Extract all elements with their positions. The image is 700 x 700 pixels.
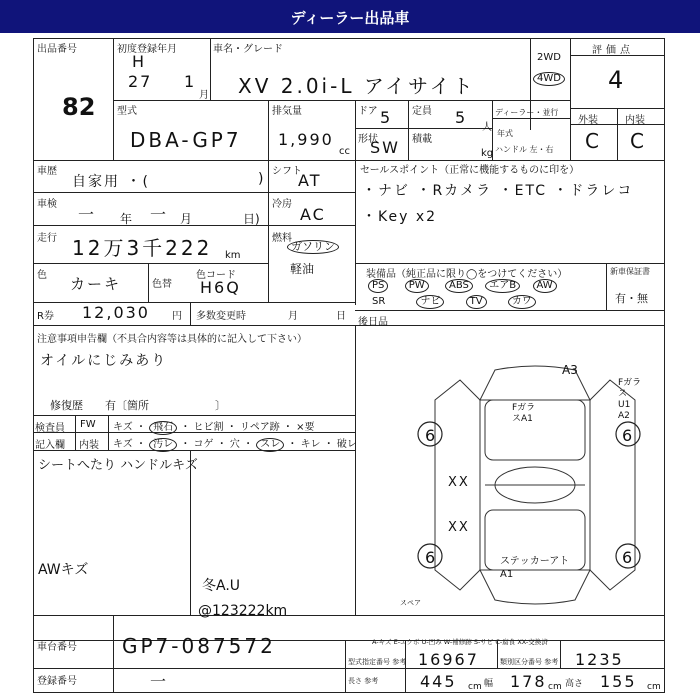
repair-history: 修復歴 有〔箇所 〕 <box>50 399 226 412</box>
inspection-year-dash: 一 <box>78 205 97 224</box>
insp-int-rub: スレ <box>256 438 284 452</box>
grade-ext-label: 外装 <box>578 115 598 126</box>
doors-value: 5 <box>380 108 393 127</box>
doors-label: ドア <box>358 106 378 117</box>
lot-label: 出品番号 <box>37 44 77 55</box>
plate-label: 登録番号 <box>37 676 77 687</box>
sales-line-1: ・ナビ ・Rカメラ ・ETC ・ドラレコ <box>362 183 634 199</box>
diagram-tire-rr: 6 <box>622 548 635 567</box>
drive-4wd-mark: 4WD <box>533 72 565 86</box>
spec-type-label: 型式指定番号 参考 <box>348 658 407 666</box>
equip-pw: PW <box>405 279 429 293</box>
new-car-warranty-label: 新車保証書 <box>610 267 650 276</box>
diagram-label-right-side: Fガラス U1 A2 <box>618 378 642 421</box>
insp-int-tear: 破レ <box>336 439 357 450</box>
diagram-label-spare: スペア <box>400 599 421 607</box>
spec-height-label: 高さ <box>565 679 584 689</box>
color-value: カーキ <box>70 275 122 293</box>
shape-label: 形状 <box>358 134 378 145</box>
remarks-line-3: 冬A.U <box>202 578 241 594</box>
spec-length-label: 長さ 参考 <box>348 677 379 685</box>
multi-change-month: 月 <box>288 311 298 322</box>
grade-ext: C <box>585 129 602 153</box>
registration-month-unit: 月 <box>199 90 209 101</box>
chassis-value: GP7-087572 <box>122 634 276 658</box>
equipment-label: 装備品（純正品に限り◯をつけてください） <box>366 269 568 280</box>
shift-value: AT <box>298 171 322 190</box>
spec-length-unit: cm <box>468 682 482 692</box>
diagram-tire-rl: 6 <box>425 548 438 567</box>
mileage-label: 走行 <box>37 233 57 244</box>
multi-change-day: 日 <box>336 311 346 322</box>
displacement-label: 排気量 <box>272 106 302 117</box>
shift-label: シフト <box>272 166 302 177</box>
insp-int-scratch: キズ <box>113 439 133 450</box>
equip-aw: AW <box>533 279 557 293</box>
cooler-value: AC <box>300 205 326 224</box>
registration-year: 27 <box>128 72 153 91</box>
color-code-label: 色コード <box>196 270 236 281</box>
spec-width-unit: cm <box>548 682 562 692</box>
color-change-label: 色替 <box>152 279 172 290</box>
header-bar <box>0 0 700 33</box>
insp-int-dirt: 汚レ <box>149 438 177 452</box>
inspection-year-unit: 年 <box>120 212 133 226</box>
grade-int: C <box>630 129 647 153</box>
equip-sr: SR <box>372 296 386 307</box>
diagram-label-sticker: ステッカーアトA1 <box>500 556 570 580</box>
sales-label: セールスポイント（正常に機能するものに印を） <box>360 165 580 176</box>
model-value: DBA-GP7 <box>130 128 242 152</box>
diagram-mark-xx-2: XX <box>448 520 470 535</box>
insp-crack: ヒビ割 <box>193 422 224 433</box>
shape-value: SW <box>370 138 400 157</box>
registration-month: 1 <box>184 72 197 91</box>
car-name: XV 2.0i-L アイサイト <box>238 74 476 98</box>
plate-value: 一 <box>150 672 169 691</box>
equip-abs: ABS <box>445 279 473 293</box>
fuel-gasoline-mark: ガソリン <box>287 240 339 254</box>
model-label: 型式 <box>117 106 137 117</box>
inspection-day-unit: 日) <box>243 212 260 226</box>
drive-4wd <box>533 72 565 86</box>
capacity-unit: 人 <box>482 122 492 133</box>
chassis-label: 車台番号 <box>37 642 77 653</box>
capacity-value: 5 <box>455 108 468 127</box>
color-label: 色 <box>37 270 47 281</box>
grade-int-label: 内装 <box>625 115 645 126</box>
spec-width-label: 幅 <box>484 679 494 689</box>
equip-ps: PS <box>368 279 388 293</box>
header-title: ディーラー出品車 <box>290 9 410 27</box>
insp-required: ×要 <box>296 422 315 433</box>
spec-class-value: 1235 <box>575 650 624 669</box>
remarks-line-4: @123222km <box>198 603 288 619</box>
color-code: H6Q <box>200 278 241 297</box>
dealer-year-label: 年式 <box>497 129 513 138</box>
fuel-value-2: 軽油 <box>290 262 315 276</box>
recycle-label: R券 <box>37 311 54 322</box>
history-close: ) <box>258 171 266 187</box>
diagram-tire-fl: 6 <box>425 426 438 445</box>
inspector-fw: FW <box>80 419 96 430</box>
load-label: 積載 <box>412 134 432 145</box>
diagram-legend: A-キズ E-エクボ U-凹み W-補修跡 S-サビ C-腐食 XX-交換済 <box>372 638 548 646</box>
inspector-row-2-label: 記入欄 <box>35 440 65 451</box>
after-items-label: 後日品 <box>358 317 388 328</box>
inspection-month-dash: 一 <box>150 205 169 224</box>
equip-navi: ナビ <box>416 295 444 309</box>
inspector-interior: 内装 <box>79 440 99 451</box>
capacity-label: 定員 <box>412 106 432 117</box>
multi-change-label: 多数変更時 <box>196 311 246 322</box>
insp-int-cut: キレ <box>300 439 321 450</box>
new-car-warranty-value: 有・無 <box>615 292 648 305</box>
insp-int-hole: 穴 <box>229 439 240 450</box>
lot-number: 82 <box>62 93 96 121</box>
dealer-handle-label: ハンドル 左・右 <box>495 145 554 154</box>
equip-leather: カワ <box>508 295 536 309</box>
fuel-label: 燃料 <box>272 233 292 244</box>
fuel-value-1 <box>287 240 339 254</box>
inspection-label: 車検 <box>37 199 57 210</box>
mileage-unit: km <box>225 250 241 261</box>
history-value: 自家用 ・( <box>72 174 150 190</box>
equipment-row-2 <box>372 295 536 309</box>
equip-airbag: エアB <box>485 279 520 293</box>
inspection-month-unit: 月 <box>180 212 193 226</box>
recycle-value: 12,030 <box>82 303 150 322</box>
insp-repair: リペア跡 <box>239 422 280 433</box>
displacement-unit: cc <box>339 146 350 157</box>
grade-label: 評価点 <box>592 45 634 56</box>
spec-type-value: 16967 <box>418 650 479 669</box>
inspector-row-1-items: キズ ・ 飛石 ・ ヒビ割 ・ リペア跡 ・ ×要 <box>113 422 315 433</box>
spec-height-unit: cm <box>647 682 661 692</box>
spec-height-value: 155 <box>600 672 637 691</box>
registration-era: H <box>132 52 147 71</box>
dealer-label: ディーラー・並行 <box>495 108 559 117</box>
remarks-line-1: シートへたり ハンドルキズ <box>38 458 198 473</box>
diagram-tire-fr: 6 <box>622 426 635 445</box>
car-name-label: 車名・グレード <box>213 44 283 55</box>
cooler-label: 冷房 <box>272 199 292 210</box>
grade-value: 4 <box>608 66 627 94</box>
remarks-line-2: AWキズ <box>38 562 89 578</box>
diagram-label-a3: A3 <box>562 363 578 377</box>
notes-label: 注意事項申告欄（不具合内容等は具体的に記入して下さい） <box>37 334 307 345</box>
insp-stone-chip: 飛石 <box>149 421 177 435</box>
load-unit: kg <box>481 148 494 159</box>
notes-text: オイルにじみあり <box>40 353 168 369</box>
spec-width-value: 178 <box>510 672 547 691</box>
history-label: 車歴 <box>37 166 57 177</box>
inspector-row-1-label: 検査員 <box>35 423 65 434</box>
sales-line-2: ・Key x2 <box>362 209 438 225</box>
displacement-value: 1,990 <box>278 130 334 149</box>
equip-tv: TV <box>466 295 487 309</box>
registration-label: 初度登録年月 <box>117 44 177 55</box>
spec-length-value: 445 <box>420 672 457 691</box>
recycle-unit: 円 <box>172 311 182 322</box>
inspector-row-2-items: キズ ・ 汚レ ・ コゲ ・ 穴 ・ スレ ・ キレ ・ 破レ <box>113 439 357 450</box>
equipment-row-1 <box>368 279 557 293</box>
diagram-mark-xx-1: XX <box>448 475 470 490</box>
drive-2wd: 2WD <box>537 52 561 63</box>
mileage-value: 12万3千222 <box>72 236 213 260</box>
diagram-label-front-glass: FガラスA1 <box>512 403 536 424</box>
insp-scratch: キズ <box>113 422 133 433</box>
insp-int-burn: コゲ <box>193 439 214 450</box>
spec-class-label: 類別区分番号 参考 <box>500 658 559 666</box>
